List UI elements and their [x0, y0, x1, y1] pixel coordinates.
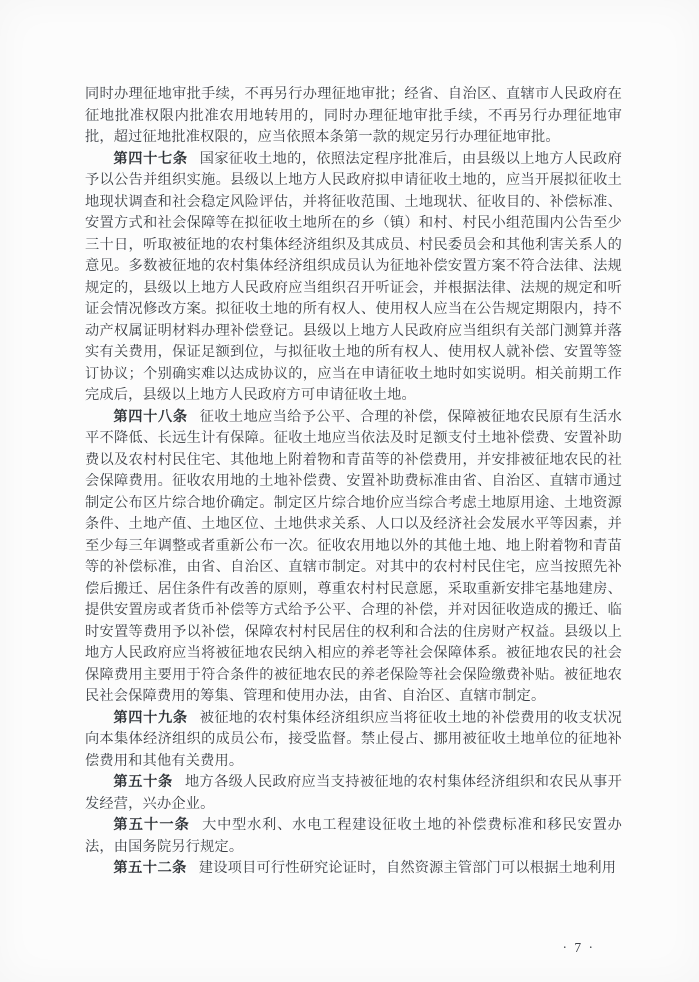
- paragraph: 第四十九条 被征地的农村集体经济组织应当将征收土地的补偿费用的收支状况向本集体经济组织的成员公布，接受监督。禁止侵占、挪用被征收土地单位的征地补偿费用和其他有关费用。: [85, 709, 622, 769]
- paragraph: 第五十条 地方各级人民政府应当支持被征地的农村集体经济组织和农民从事开发经营，兴办企业。: [85, 774, 622, 812]
- article-number: 第五十一条: [113, 817, 190, 833]
- page-number: · 7 ·: [562, 940, 595, 955]
- paragraph: 同时办理征地审批手续，不再另行办理征地审批；经省、自治区、直辖市人民政府在征地批准权限内批准农用地转用的，同时办理征地审批手续，不再另行办理征地审批，超过征地批准权限的，应当依照本条第一款的规定另行办理征地审批。: [85, 86, 622, 145]
- document-body: [85, 84, 622, 880]
- article-number: 第五十二条: [113, 860, 187, 876]
- paragraph: 第五十二条 建设项目可行性研究论证时，自然资源主管部门可以根据土地利用: [113, 860, 617, 876]
- paragraph: 第五十一条 大中型水利、水电工程建设征收土地的补偿费标准和移民安置办法，由国务院另行规定。: [85, 817, 622, 855]
- article-number: 第五十条: [113, 774, 173, 790]
- article-number: 第四十八条: [113, 408, 188, 425]
- article-number: 第四十九条: [113, 709, 188, 726]
- article-number: 第四十七条: [113, 150, 188, 167]
- paragraph: 第四十八条 征收土地应当给予公平、合理的补偿，保障被征地农民原有生活水平不降低、长远生计有保障。征收土地应当依法及时足额支付土地补偿费、安置补助费以及农村村民住宅、其他地上附着物和青苗等的补偿费用，并安排被征地农民的社会保障费用。征收农用地的土地补偿费、安置补助费标准由省、自治区、直辖市通过制定公布区片综合地价确定。制定区片综合地价应当综合考虑土地原用途、土地资源条件、土地产值、土地区位、土地供求关系、人口以及经济社会发展水平等因素，并至少每三年调整或者重新公布一次。征收农用地以外的其他土地、地上附着物和青苗等的补偿标准，由省、自治区、直辖市制定。对其中的农村村民住宅，应当按照先补偿后搬迁、居住条件有改善的原则，尊重农村村民意愿，采取重新安排宅基地建房、提供安置房或者货币补偿等方式给予公平、合理的补偿，并对因征收造成的搬迁、临时安置等费用予以补偿，保障农村村民居住的权利和合法的住房财产权益。县级以上地方人民政府应当将被征地农民纳入相应的养老等社会保障体系。被征地农民的社会保障费用主要用于符合条件的被征地农民的养老保险等社会保险缴费补贴。被征地农民社会保障费用的筹集、管理和使用办法，由省、自治区、直辖市制定。: [85, 408, 622, 704]
- paragraph: 第四十七条 国家征收土地的，依照法定程序批准后，由县级以上地方人民政府予以公告并组织实施。县级以上地方人民政府拟申请征收土地的，应当开展拟征收土地现状调查和社会稳定风险评估，并将征收范围、土地现状、征收目的、补偿标准、安置方式和社会保障等在拟征收土地所在的乡（镇）和村、村民小组范围内公告至少三十日，听取被征地的农村集体经济组织及其成员、村民委员会和其他利害关系人的意见。多数被征地的农村集体经济组织成员认为征地补偿安置方案不符合法律、法规规定的，县级以上地方人民政府应当组织召开听证会，并根据法律、法规的规定和听证会情况修改方案。拟征收土地的所有权人、使用权人应当在公告规定期限内，持不动产权属证明材料办理补偿登记。县级以上地方人民政府应当组织有关部门测算并落实有关费用，保证足额到位，与拟征收土地的所有权人、使用权人就补偿、安置等签订协议；个别确实难以达成协议的，应当在申请征收土地时如实说明。相关前期工作完成后，县级以上地方人民政府方可申请征收土地。: [85, 150, 622, 403]
